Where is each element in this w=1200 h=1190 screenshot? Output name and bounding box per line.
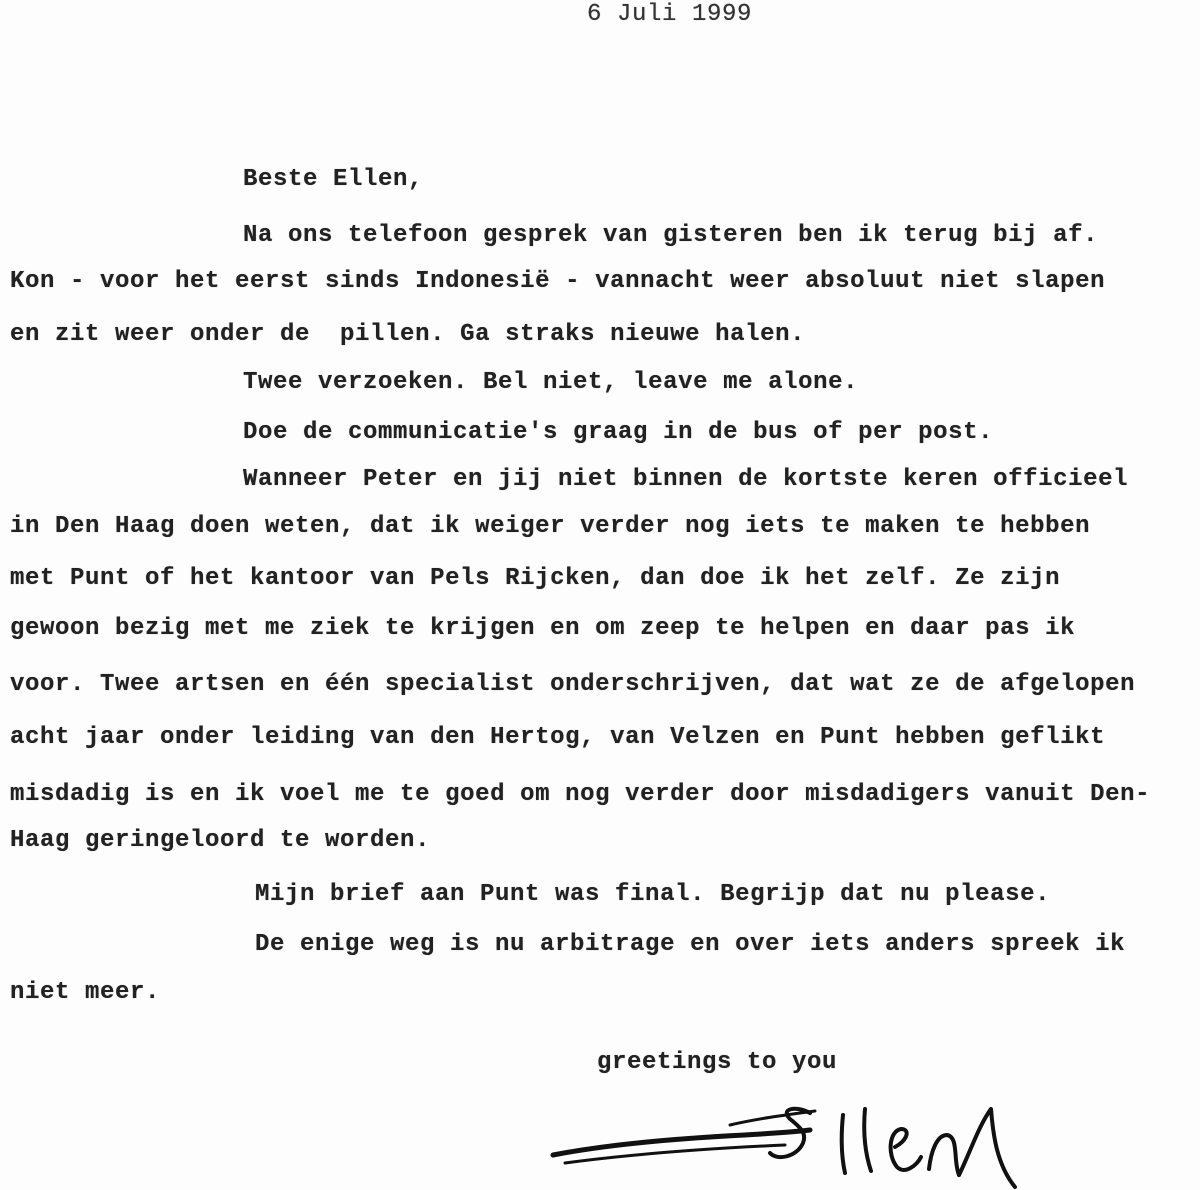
closing: greetings to you — [597, 1049, 838, 1076]
body-line: en zit weer onder de pillen. Ga straks nieuwe halen. — [10, 321, 806, 348]
body-line: Twee verzoeken. Bel niet, leave me alone. — [243, 369, 859, 396]
body-line: Wanneer Peter en jij niet binnen de kortste keren officieel — [243, 466, 1129, 493]
body-line: Na ons telefoon gesprek van gisteren ben ik terug bij af. — [243, 222, 1099, 249]
body-line: Kon - voor het eerst sinds Indonesië - vannacht weer absoluut niet slapen — [10, 268, 1106, 295]
body-line: misdadig is en ik voel me te goed om nog verder door misdadigers vanuit Den- — [10, 781, 1151, 808]
handwritten-signature — [545, 1095, 1025, 1190]
body-line: De enige weg is nu arbitrage en over iets anders spreek ik — [255, 931, 1126, 958]
body-line: Mijn brief aan Punt was final. Begrijp dat nu please. — [255, 881, 1051, 908]
letter-date: 6 Juli 1999 — [587, 1, 753, 28]
body-line: Haag geringeloord te worden. — [10, 827, 431, 854]
body-line: Doe de communicatie's graag in de bus of per post. — [243, 419, 994, 446]
body-line: voor. Twee artsen en één specialist onderschrijven, dat wat ze de afgelopen — [10, 671, 1136, 698]
body-line: in Den Haag doen weten, dat ik weiger verder nog iets te maken te hebben — [10, 513, 1091, 540]
body-line: acht jaar onder leiding van den Hertog, van Velzen en Punt hebben geflikt — [10, 724, 1106, 751]
body-line: niet meer. — [10, 979, 161, 1006]
body-line: met Punt of het kantoor van Pels Rijcken, dan doe ik het zelf. Ze zijn — [10, 565, 1061, 592]
body-line: gewoon bezig met me ziek te krijgen en om zeep te helpen en daar pas ik — [10, 615, 1076, 642]
salutation: Beste Ellen, — [243, 166, 424, 193]
